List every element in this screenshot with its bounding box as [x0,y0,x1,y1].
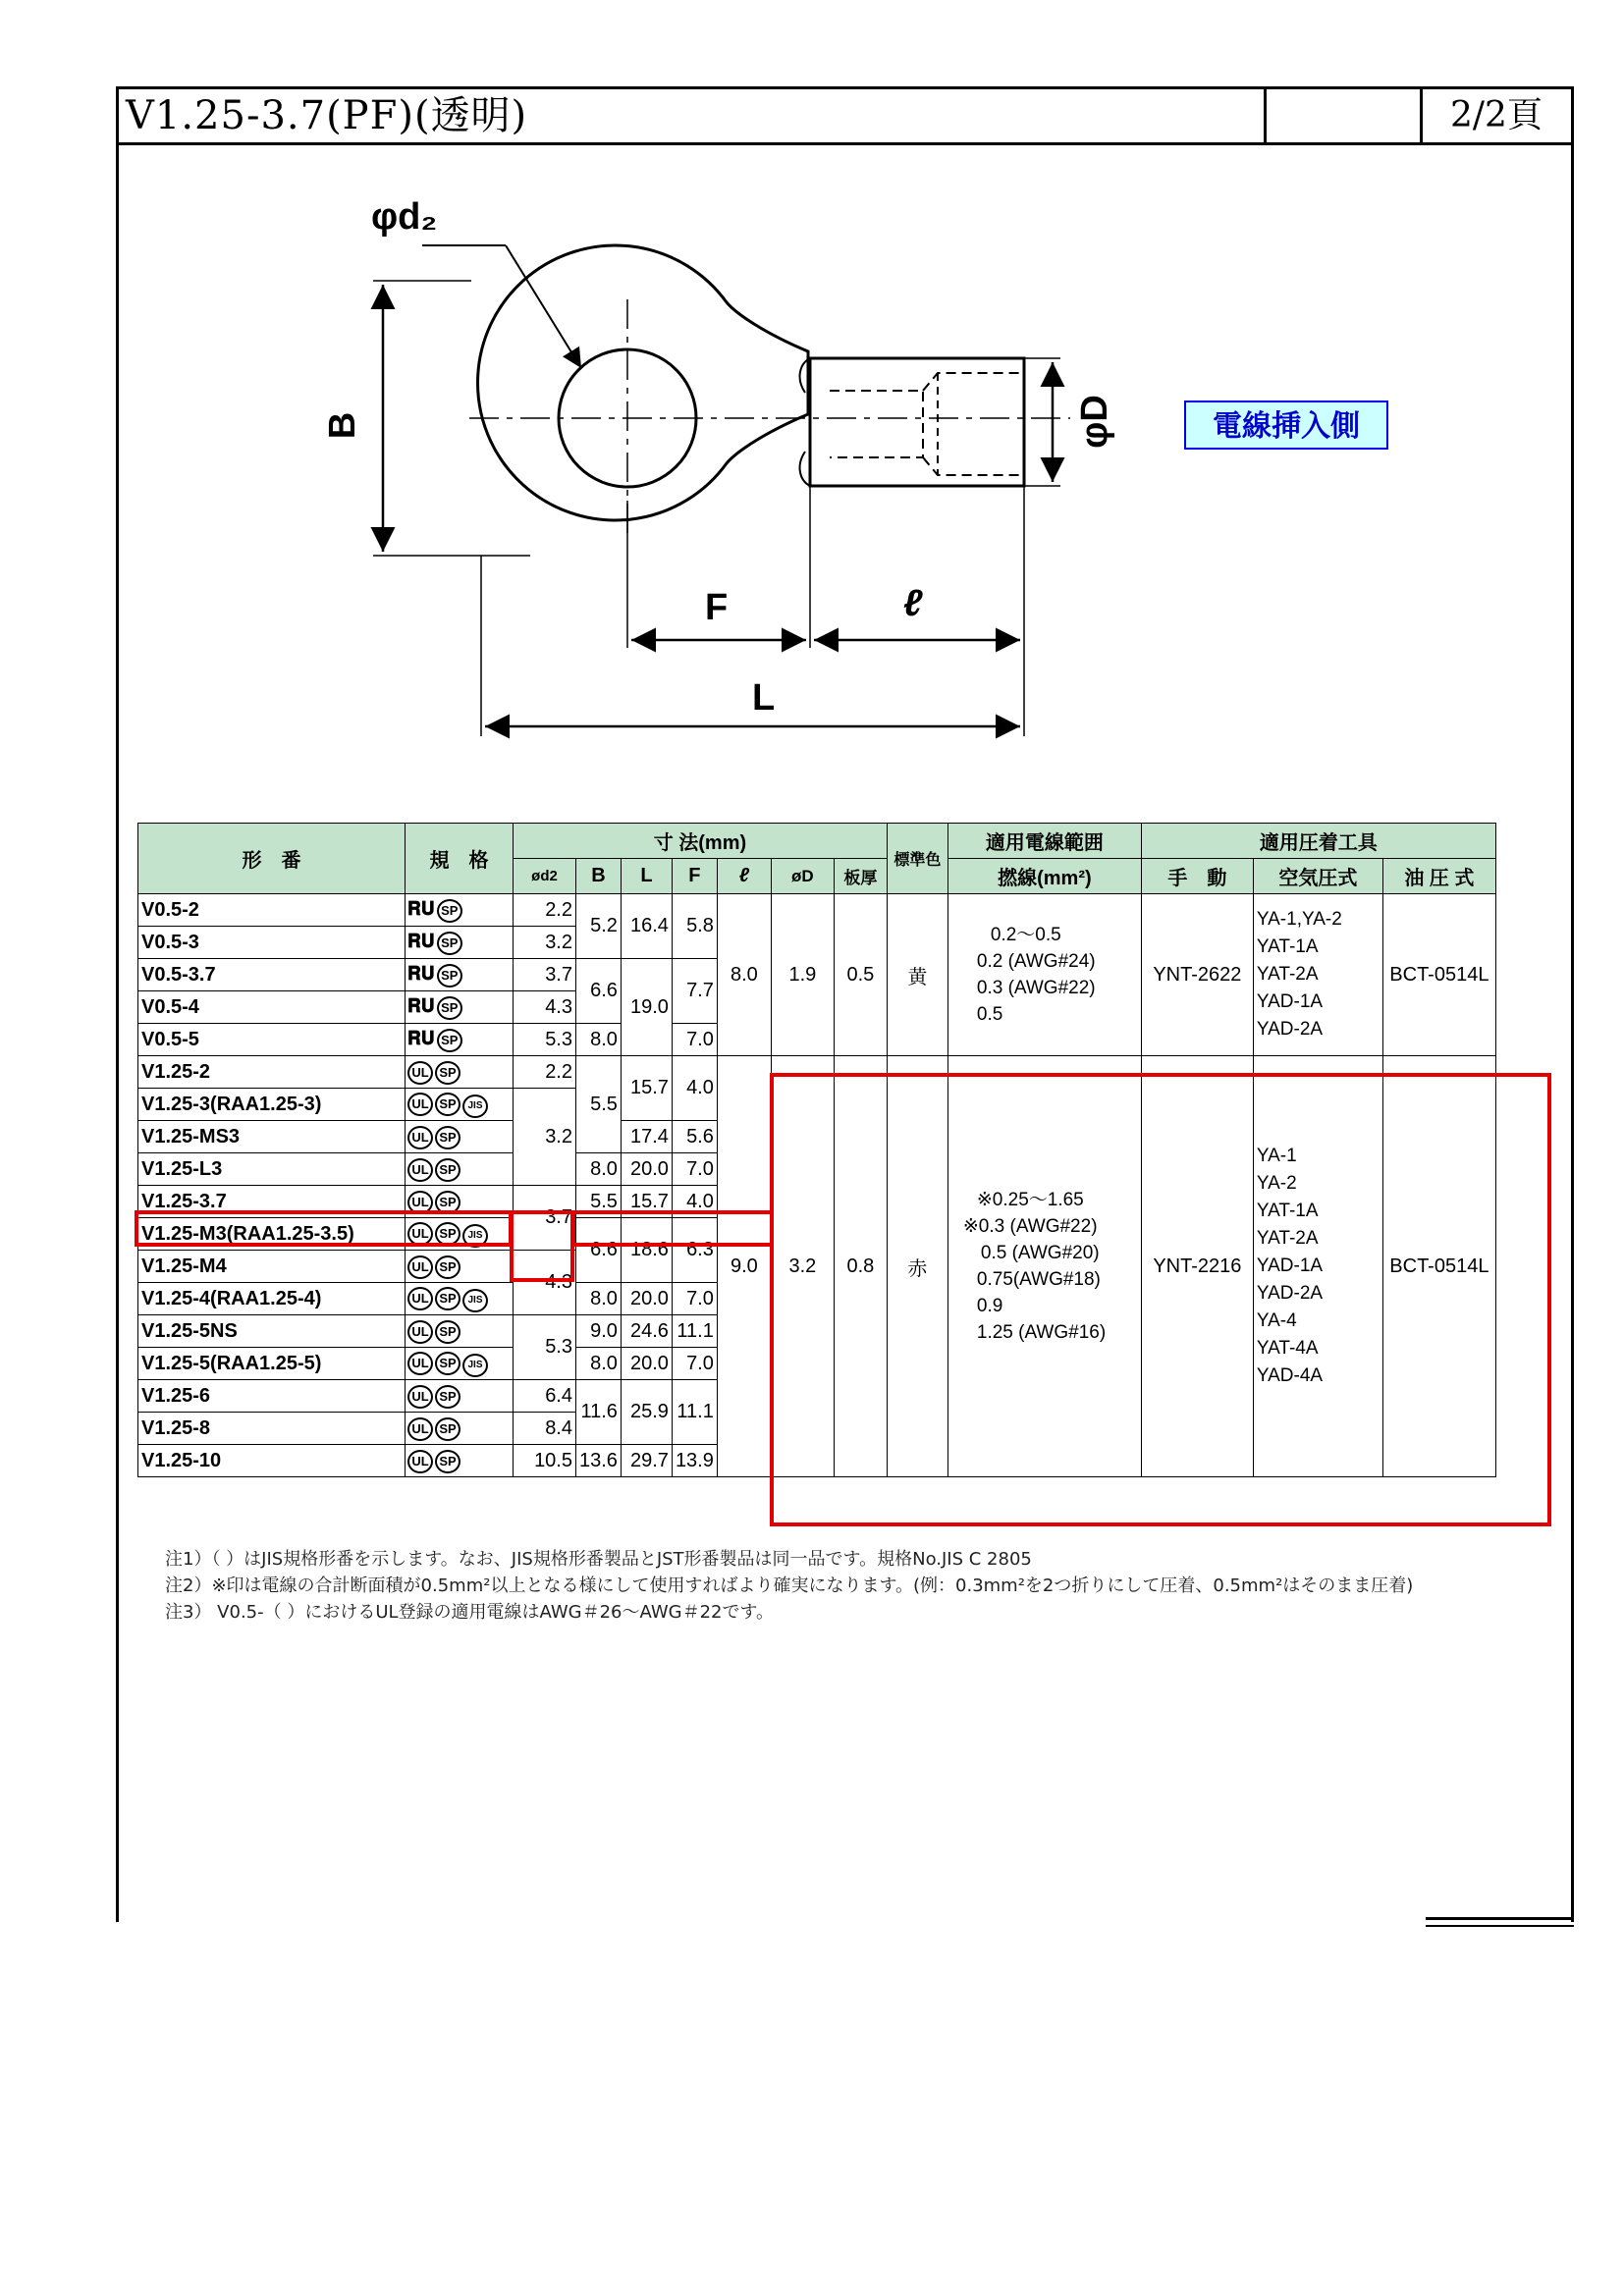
header-ell: ℓ [717,859,771,894]
d2-value: 10.5 [514,1445,576,1477]
ul-mark: UL [407,1093,433,1116]
highlight-selected-d2 [510,1210,574,1282]
wire-range-line: 0.5 [976,1004,1003,1025]
part-number: V1.25-3(RAA1.25-3) [138,1089,406,1121]
csa-mark: SP [437,964,462,988]
csa-mark: SP [435,1417,460,1441]
csa-mark: SP [435,1191,460,1214]
f-value: 7.0 [672,1348,717,1380]
ul-mark: UL [407,1222,433,1246]
ul-mark: 𝐑𝐔 [407,1028,435,1049]
csa-mark: SP [437,1029,462,1052]
tool-item: YAT-2A [1256,1228,1319,1249]
part-number: V0.5-3 [138,927,406,959]
jis-mark: JIS [462,1095,488,1118]
jis-mark: JIS [462,1289,488,1312]
standard-marks [406,1024,514,1056]
part-number: V1.25-M3(RAA1.25-3.5) [138,1218,406,1251]
d2-value: 3.2 [514,927,576,959]
b-value: 6.6 [576,959,622,1024]
note-1: 注1）（ ）はJIS規格形番を示します。なお、JIS規格形番製品とJST形番製品は同一品です。規格No.JIS C 2805 [165,1549,1032,1570]
tool-item: YAD-1A [1256,991,1324,1012]
standard-marks [406,1089,514,1121]
hydraulic-tool: BCT-0514L [1382,894,1495,1056]
b-value: 8.0 [576,1153,622,1186]
b-value: 6.6 [576,1218,622,1283]
highlight-selected-dims [571,1210,774,1247]
page-number: 2/2頁 [1450,95,1543,135]
b-value: 5.5 [576,1056,622,1153]
ul-mark: 𝐑𝐔 [407,995,435,1017]
csa-mark: SP [435,1450,460,1473]
f-value: 5.8 [672,894,717,959]
wire-range-line: 0.3 (AWG#22) [976,978,1096,998]
standard-marks [406,1056,514,1089]
ul-mark: UL [407,1417,433,1441]
csa-mark: SP [435,1158,460,1182]
part-number: V1.25-5NS [138,1315,406,1348]
header-pneumatic: 空気圧式 [1253,859,1382,894]
header-dimensions: 寸 法(mm) [514,824,888,859]
csa-mark: SP [435,1385,460,1409]
f-value: 7.0 [672,1153,717,1186]
title-separator [1420,86,1423,145]
standard-marks [406,959,514,991]
manual-tool: YNT-2622 [1141,894,1253,1056]
wire-range-line: 0.9 [976,1296,1003,1316]
part-number: V1.25-L3 [138,1153,406,1186]
d2-value: 2.2 [514,894,576,927]
l-value: 24.6 [621,1315,672,1348]
color-value: 黄 [887,894,947,1056]
d2-value: 6.4 [514,1380,576,1413]
d2-value: 3.2 [514,1089,576,1186]
f-label: F [705,587,729,628]
wire-range-line: 0.2 (AWG#24) [976,951,1096,972]
d2-value: 5.3 [514,1024,576,1056]
f-value: 11.1 [672,1380,717,1445]
pneumatic-tools [1253,894,1382,1056]
l-value: 25.9 [621,1380,672,1445]
document-title: V1.25-3.7(PF)(透明) [126,93,528,138]
l-value: 18.6 [621,1218,672,1283]
wire-range-line: 0.2〜0.5 [990,925,1061,945]
csa-mark: SP [435,1093,460,1116]
ul-mark: UL [407,1320,433,1344]
header-f: F [672,859,717,894]
highlight-v125-common-specs [770,1073,1551,1526]
standard-marks [406,927,514,959]
standard-marks [406,1315,514,1348]
ul-mark: UL [407,1352,433,1375]
tool-item: YAD-1A [1256,1255,1324,1276]
csa-mark: SP [435,1126,460,1149]
table-row [138,894,1496,927]
part-number: V0.5-5 [138,1024,406,1056]
ell-value: 9.0 [717,1056,771,1477]
thickness-value: 0.8 [834,1056,887,1477]
wire-range-line: 1.25 (AWG#16) [976,1322,1107,1343]
b-value: 5.2 [576,894,622,959]
f-value: 13.9 [672,1445,717,1477]
ul-mark: UL [407,1126,433,1149]
header-d2: ød2 [514,859,576,894]
f-value: 4.0 [672,1056,717,1121]
wire-range-line: ※0.3 (AWG#22) [962,1216,1098,1237]
l-value: 19.0 [621,959,672,1056]
csa-mark: SP [435,1352,460,1375]
l-value: 17.4 [621,1121,672,1153]
header-standard: 規 格 [406,824,514,894]
phi-d-label: φD [1073,395,1115,449]
f-value: 7.0 [672,1283,717,1315]
tool-item: YAT-1A [1256,1201,1319,1221]
f-value: 6.3 [672,1218,717,1283]
ul-mark: 𝐑𝐔 [407,931,435,952]
part-number: V1.25-2 [138,1056,406,1089]
b-value: 8.0 [576,1283,622,1315]
footnotes [165,1546,1413,1626]
f-value: 4.0 [672,1186,717,1218]
header-phi-d: øD [771,859,834,894]
frame-right-border [1571,145,1574,1922]
terminal-drawing [295,187,1139,756]
standard-marks [406,894,514,927]
f-value: 7.7 [672,959,717,1024]
tool-item: YAD-2A [1256,1283,1324,1304]
csa-mark: SP [437,996,462,1020]
csa-mark: SP [437,932,462,955]
ul-mark: UL [407,1191,433,1214]
header-wire-range: 適用電線範囲 [947,824,1141,859]
note-2: 注2）※印は電線の合計断面積が0.5mm²以上となる様にして使用すればより確実になります。(例：0.3mm²を2つ折りにして圧着、0.5mm²はそのまま圧着) [165,1575,1414,1596]
b-value: 8.0 [576,1024,622,1056]
header-hydraulic: 油 圧 式 [1382,859,1495,894]
d2-value: 3.7 [514,959,576,991]
csa-mark: SP [435,1255,460,1279]
note-3: 注3） V0.5-（ ）におけるUL登録の適用電線はAWG＃26〜AWG＃22です。 [165,1602,775,1623]
standard-marks [406,1153,514,1186]
ul-mark: 𝐑𝐔 [407,963,435,985]
part-number: V0.5-4 [138,991,406,1024]
color-value: 赤 [887,1056,947,1477]
standard-marks [406,991,514,1024]
thickness-value: 0.5 [834,894,887,1056]
wire-range-line: 0.75(AWG#18) [976,1269,1101,1290]
part-number: V1.25-10 [138,1445,406,1477]
header-b: B [576,859,622,894]
l-value: 16.4 [621,894,672,959]
frame-foot-line [1426,1917,1574,1920]
tool-item: YAT-1A [1256,936,1319,957]
tool-item: YA-1 [1256,1146,1297,1166]
standard-marks [406,1283,514,1315]
ul-mark: UL [407,1450,433,1473]
l-label: ℓ [903,583,923,624]
wire-insert-side-label: 電線挿入側 [1184,400,1388,450]
header-thickness: 板厚 [834,859,887,894]
part-number: V1.25-M4 [138,1251,406,1283]
d2-value: 4.3 [514,1251,576,1315]
tool-item: YA-4 [1256,1310,1297,1331]
ul-mark: UL [407,1287,433,1310]
b-label: B [322,411,364,440]
ell-value: 8.0 [717,894,771,1056]
frame-left-border [116,145,119,1922]
jis-mark: JIS [462,1224,488,1248]
b-value: 9.0 [576,1315,622,1348]
part-number: V1.25-4(RAA1.25-4) [138,1283,406,1315]
manual-tool: YNT-2216 [1141,1056,1253,1477]
wire-range [947,894,1141,1056]
header-color: 標準色 [887,824,947,894]
part-number: V1.25-MS3 [138,1121,406,1153]
f-value: 11.1 [672,1315,717,1348]
b-value: 13.6 [576,1445,622,1477]
header-manual: 手 動 [1141,859,1253,894]
standard-marks [406,1445,514,1477]
l-value: 15.7 [621,1186,672,1218]
csa-mark: SP [435,1287,460,1310]
part-number: V1.25-3.7 [138,1186,406,1218]
csa-mark: SP [437,899,462,923]
highlight-selected-part [135,1210,513,1247]
csa-mark: SP [435,1222,460,1246]
ul-mark: 𝐑𝐔 [407,898,435,920]
b-value: 5.5 [576,1186,622,1218]
l-value: 20.0 [621,1283,672,1315]
f-value: 5.6 [672,1121,717,1153]
b-value: 8.0 [576,1348,622,1380]
header-l: L [621,859,672,894]
wire-range-line: ※0.25〜1.65 [976,1190,1084,1210]
length-label: L [752,677,776,719]
standard-marks [406,1348,514,1380]
csa-mark: SP [435,1061,460,1085]
standard-marks [406,1251,514,1283]
standard-marks [406,1121,514,1153]
tool-item: YAT-2A [1256,964,1319,985]
header-stranded: 撚線(mm²) [947,859,1141,894]
wire-range-line: 0.5 (AWG#20) [980,1243,1100,1263]
l-value: 15.7 [621,1056,672,1121]
jis-mark: JIS [462,1354,488,1377]
part-number: V0.5-2 [138,894,406,927]
d2-value: 8.4 [514,1413,576,1445]
title-separator [1264,86,1267,145]
d2-label: φd₂ [371,196,438,238]
l-value: 20.0 [621,1348,672,1380]
ul-mark: UL [407,1255,433,1279]
ul-mark: UL [407,1158,433,1182]
l-value: 29.7 [621,1445,672,1477]
part-number: V1.25-5(RAA1.25-5) [138,1348,406,1380]
part-number: V1.25-8 [138,1413,406,1445]
d2-value: 4.3 [514,991,576,1024]
tool-item: YA-2 [1256,1173,1297,1194]
d2-value: 2.2 [514,1056,576,1089]
l-value: 20.0 [621,1153,672,1186]
hydraulic-tool: BCT-0514L [1382,1056,1495,1477]
header-part-no: 形 番 [138,824,406,894]
part-number: V0.5-3.7 [138,959,406,991]
standard-marks [406,1380,514,1413]
ul-mark: UL [407,1385,433,1409]
d2-value: 5.3 [514,1315,576,1380]
csa-mark: SP [435,1320,460,1344]
header-tools: 適用圧着工具 [1141,824,1495,859]
tool-item: YAT-4A [1256,1338,1319,1359]
phi-d-value: 3.2 [771,1056,834,1477]
f-value: 7.0 [672,1024,717,1056]
ul-mark: UL [407,1061,433,1085]
barrel [810,358,1024,486]
part-number: V1.25-6 [138,1380,406,1413]
tool-item: YA-1,YA-2 [1256,909,1342,930]
standard-marks [406,1413,514,1445]
frame-foot-line-2 [1426,1925,1574,1927]
tool-item: YAD-2A [1256,1019,1324,1040]
phi-d-value: 1.9 [771,894,834,1056]
tool-item: YAD-4A [1256,1365,1324,1386]
d2-value: 3.7 [514,1186,576,1251]
b-value: 11.6 [576,1380,622,1445]
